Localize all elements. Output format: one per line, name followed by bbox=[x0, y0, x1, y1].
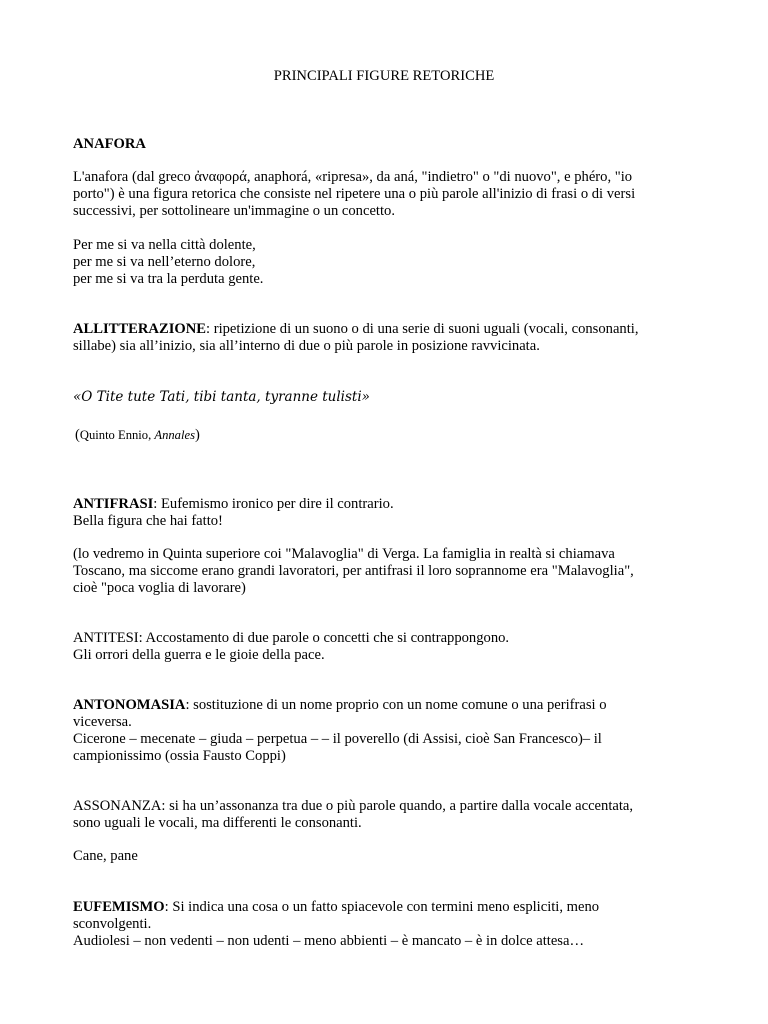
allitterazione-heading: ALLITTERAZIONE bbox=[73, 321, 207, 337]
antifrasi-heading: ANTIFRASI bbox=[73, 496, 154, 512]
antifrasi-note-line: (lo vedremo in Quinta superiore coi "Malavoglia" di Verga. La famiglia in realtà si chiamava bbox=[73, 546, 615, 562]
allitterazione-definition-line: sillabe) sia all’inizio, sia all’interno di due o più parole in posizione ravvicinata. bbox=[73, 338, 540, 354]
source-close-paren: ) bbox=[194, 427, 200, 443]
eufemismo-heading: EUFEMISMO bbox=[73, 899, 165, 915]
assonanza-definition-line: sono uguali le vocali, ma differenti le consonanti. bbox=[73, 815, 362, 831]
anafora-example-line: Per me si va nella città dolente, bbox=[73, 237, 256, 253]
antifrasi-definition: : Eufemismo ironico per dire il contrario. bbox=[153, 496, 394, 512]
anafora-definition-line: L'anafora (dal greco ἀναφορά, anaphorá, «ripresa», da aná, "indietro" o "di nuovo", e phéro, "io bbox=[73, 169, 633, 185]
antifrasi-note bbox=[73, 546, 693, 597]
antitesi-definition: ANTITESI: Accostamento di due parole o concetti che si contrappongono. bbox=[73, 630, 510, 646]
antonomasia-example-line: Cicerone – mecenate – giuda – perpetua – – il poverello (di Assisi, cioè San Francesco)– il bbox=[73, 731, 602, 747]
anafora-definition bbox=[73, 169, 693, 220]
anafora-definition-line: successivi, per sottolineare un'immagine o un concetto. bbox=[73, 203, 395, 219]
assonanza-example: Cane, pane bbox=[73, 848, 138, 864]
anafora-example bbox=[73, 237, 693, 288]
antifrasi-note-line: cioè "poca voglia di lavorare) bbox=[73, 580, 246, 596]
anafora-heading: ANAFORA bbox=[73, 136, 146, 152]
eufemismo-example: Audiolesi – non vedenti – non udenti – meno abbienti – è mancato – è in dolce attesa… bbox=[73, 933, 585, 949]
allitterazione-definition-text: : ripetizione di un suono o di una serie di suoni uguali (vocali, consonanti, bbox=[206, 321, 639, 337]
anafora-example-line: per me si va tra la perduta gente. bbox=[73, 271, 264, 287]
assonanza-block bbox=[73, 798, 693, 832]
anafora-example-line: per me si va nell’eterno dolore, bbox=[73, 254, 256, 270]
antitesi-block bbox=[73, 630, 693, 664]
antifrasi-block bbox=[73, 496, 693, 530]
allitterazione-definition bbox=[73, 321, 693, 355]
antitesi-example: Gli orrori della guerra e le gioie della pace. bbox=[73, 647, 325, 663]
eufemismo-definition-line: sconvolgenti. bbox=[73, 916, 152, 932]
document-title: PRINCIPALI FIGURE RETORICHE bbox=[273, 68, 495, 84]
anafora-heading-block bbox=[73, 136, 693, 153]
eufemismo-block bbox=[73, 899, 693, 950]
allitterazione-source bbox=[75, 427, 695, 444]
antonomasia-block bbox=[73, 697, 693, 765]
antifrasi-note-line: Toscano, ma siccome erano grandi lavoratori, per antifrasi il loro soprannome era "Malavoglia", bbox=[73, 563, 634, 579]
allitterazione-quote: «O Tite tute Tati, tibi tanta, tyranne tulisti» bbox=[73, 389, 370, 405]
eufemismo-definition-text: : Si indica una cosa o un fatto spiacevole con termini meno espliciti, meno bbox=[164, 899, 600, 915]
antonomasia-example-line: campionissimo (ossia Fausto Coppi) bbox=[73, 748, 286, 764]
assonanza-definition-line: ASSONANZA: si ha un’assonanza tra due o più parole quando, a partire dalla vocale accentata, bbox=[73, 798, 634, 814]
anafora-definition-line: porto") è una figura retorica che consiste nel ripetere una o più parole all'inizio di frasi o di versi bbox=[73, 186, 636, 202]
source-open-paren: ( bbox=[75, 427, 80, 443]
antonomasia-definition-line: viceversa. bbox=[73, 714, 132, 730]
source-work: Annales bbox=[154, 428, 195, 442]
antonomasia-definition-text: : sostituzione di un nome proprio con un nome comune o una perifrasi o bbox=[185, 697, 607, 713]
antifrasi-example: Bella figura che hai fatto! bbox=[73, 513, 223, 529]
antonomasia-heading: ANTONOMASIA bbox=[73, 697, 186, 713]
source-author: Quinto Ennio, bbox=[79, 428, 155, 442]
